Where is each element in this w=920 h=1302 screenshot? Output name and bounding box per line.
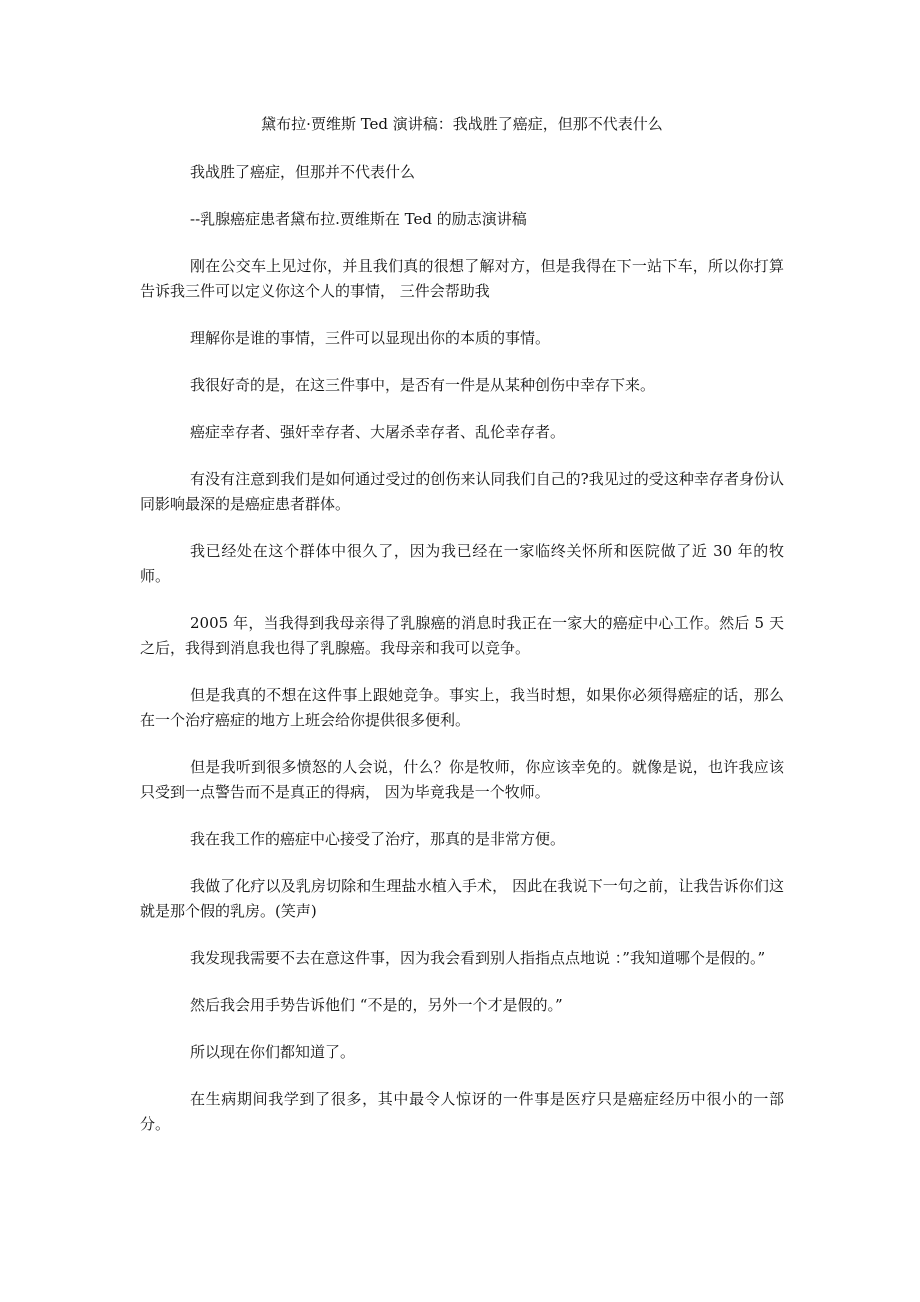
paragraph: 所以现在你们都知道了。 [190,1043,356,1061]
paragraph: 有没有注意到我们是如何通过受过的创伤来认同我们自己的?我见过的受这种幸存者身份认同影响最深的是癌症患者群体。 [140,470,784,513]
paragraph: 我在我工作的癌症中心接受了治疗，那真的是非常方便。 [190,830,566,848]
paragraph: 在生病期间我学到了很多，其中最令人惊讶的一件事是医疗只是癌症经历中很小的一部分。 [140,1090,784,1133]
paragraph: 2005 年，当我得到我母亲得了乳腺癌的消息时我正在一家大的癌症中心工作。然后 5 天之后，我得到消息我也得了乳腺癌。我母亲和我可以竞争。 [140,614,784,657]
document-body [140,111,784,1159]
paragraph: 然后我会用手势告诉他们 “不是的，另外一个才是假的。” [190,996,563,1014]
paragraph: 我已经处在这个群体中很久了，因为我已经在一家临终关怀所和医院做了近 30 年的牧师。 [140,542,784,585]
paragraph: 癌症幸存者、强奸幸存者、大屠杀幸存者、乱伦幸存者。 [190,423,566,441]
paragraph: 理解你是谁的事情，三件可以显现出你的本质的事情。 [190,329,551,347]
paragraph: 我战胜了癌症，但那并不代表什么 [190,163,416,181]
paragraph: 但是我听到很多愤怒的人会说，什么？你是牧师，你应该幸免的。就像是说，也许我应该只受到一点警告而不是真正的得病， 因为毕竟我是一个牧师。 [140,758,784,801]
paragraph: 刚在公交车上见过你，并且我们真的很想了解对方，但是我得在下一站下车，所以你打算告诉我三件可以定义你这个人的事情， 三件会帮助我 [140,257,784,300]
paragraph: 我做了化疗以及乳房切除和生理盐水植入手术， 因此在我说下一句之前，让我告诉你们这就是那个假的乳房。(笑声) [140,877,784,920]
paragraph: 我很好奇的是，在这三件事中，是否有一件是从某种创伤中幸存下来。 [190,376,656,394]
document-title: 黛布拉·贾维斯 Ted 演讲稿：我战胜了癌症，但那不代表什么 [261,115,663,133]
paragraph: --乳腺癌症患者黛布拉.贾维斯在 Ted 的励志演讲稿 [190,210,527,228]
paragraph: 但是我真的不想在这件事上跟她竞争。事实上，我当时想，如果你必须得癌症的话，那么在一个治疗癌症的地方上班会给你提供很多便利。 [140,686,784,729]
paragraph: 我发现我需要不去在意这件事，因为我会看到别人指指点点地说 ：”我知道哪个是假的。” [190,949,766,967]
